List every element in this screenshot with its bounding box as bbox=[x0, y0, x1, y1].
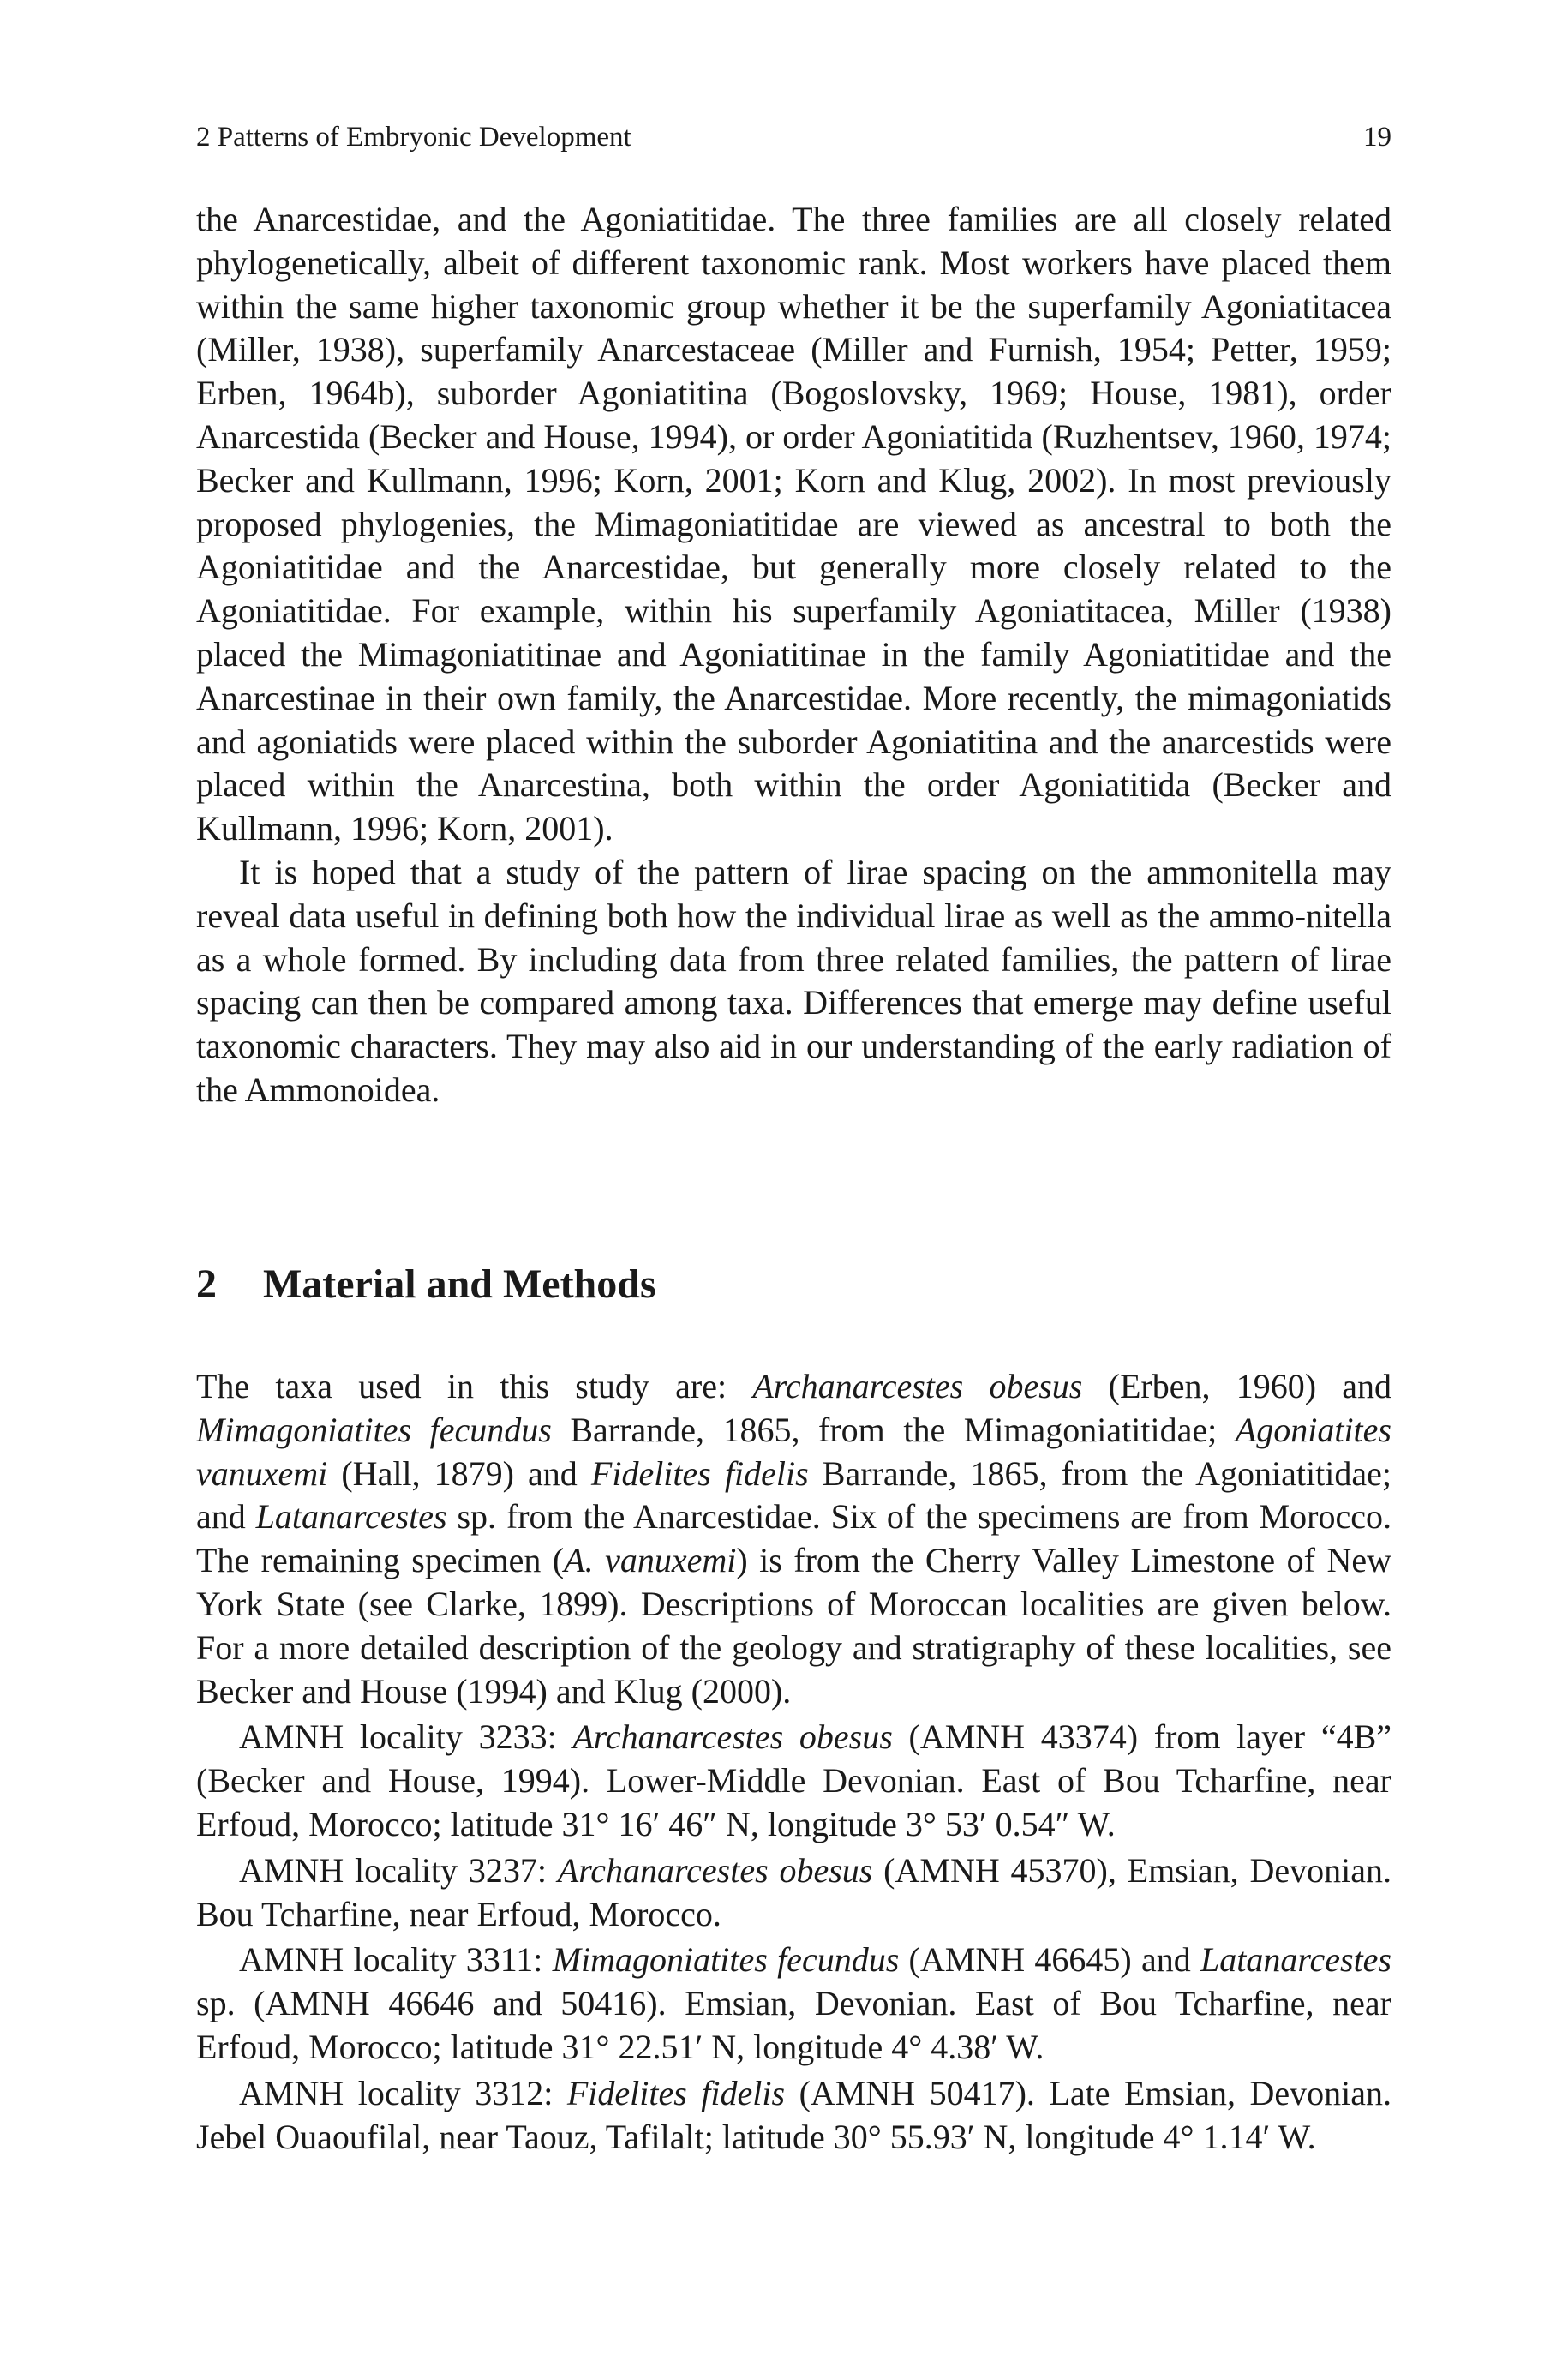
page-number: 19 bbox=[1363, 122, 1391, 153]
locality-3311-paragraph: AMNH locality 3311: Mimagoniatites fecundus (AMNH 46645) and Latanarcestes sp. (AMNH 46646 and 50416). Emsian, Devonian. East of Bou Tcharfine, near Erfoud, Morocco; latitude 31° 22.51′ N, longitude 4° 4.38′ W. bbox=[196, 1940, 1391, 2066]
running-head bbox=[196, 118, 1391, 156]
methods-text bbox=[196, 1365, 1391, 2159]
running-head-title: 2 Patterns of Embryonic Development bbox=[196, 122, 631, 153]
methods-paragraph-taxa: The taxa used in this study are: Archanarcestes obesus (Erben, 1960) and Mimagoniatites fecundus Barrande, 1865, from the Mimagoniatitidae; Agoniatites vanuxemi (Hall, 1879) and Fidelites fidelis Barrande, 1865, from the Agoniatitidae; and Latanarcestes sp. from the Anarcestidae. Six of the specimens are from Morocco. The remaining specimen (A. vanuxemi) is from the Cherry Valley Limestone of New York State (see Clarke, 1899). Descriptions of Moroccan localities are given below. For a more detailed description of the geology and stratigraphy of these localities, see Becker and House (1994) and Klug (2000). bbox=[196, 1367, 1392, 1711]
introduction-text bbox=[196, 198, 1391, 1112]
locality-3233-paragraph: AMNH locality 3233: Archanarcestes obesus (AMNH 43374) from layer “4B” (Becker and House, 1994). Lower-Middle Devonian. East of Bou Tcharfine, near Erfoud, Morocco; latitude 31° 16′ 46″ N, longitude 3° 53′ 0.54″ W. bbox=[196, 1717, 1391, 1843]
section-number: 2 bbox=[196, 1261, 217, 1307]
locality-3237-paragraph: AMNH locality 3237: Archanarcestes obesus (AMNH 45370), Emsian, Devonian. Bou Tcharfine, near Erfoud, Morocco. bbox=[196, 1850, 1392, 1933]
section-heading bbox=[196, 1257, 656, 1312]
locality-3312-paragraph: AMNH locality 3312: Fidelites fidelis (AMNH 50417). Late Emsian, Devonian. Jebel Ouaoufilal, near Taouz, Tafilalt; latitude 30° 55.93′ N, longitude 4° 1.14′ W. bbox=[196, 2073, 1391, 2156]
section-title: Material and Methods bbox=[263, 1261, 656, 1307]
intro-paragraph-2: It is hoped that a study of the pattern of lirae spacing on the ammonitella may reveal data useful in defining both how the individual lirae as well as the ammo-nitella as a whole formed. By including data from three related families, the pattern of lirae spacing can then be compared among taxa. Differences that emerge may define useful taxonomic characters. They may also aid in our understanding of the early radiation of the Ammonoidea. bbox=[196, 852, 1391, 1109]
intro-paragraph-1: the Anarcestidae, and the Agoniatitidae. The three families are all closely related phylogenetically, albeit of different taxonomic rank. Most workers have placed them within the same higher taxonomic group whether it be the superfamily Agoniatitacea (Miller, 1938), superfamily Anarcestaceae (Miller and Furnish, 1954; Petter, 1959; Erben, 1964b), suborder Agoniatitina (Bogoslovsky, 1969; House, 1981), order Anarcestida (Becker and House, 1994), or order Agoniatitida (Ruzhentsev, 1960, 1974; Becker and Kullmann, 1996; Korn, 2001; Korn and Klug, 2002). In most previously proposed phylogenies, the Mimagoniatitidae are viewed as ancestral to both the Agoniatitidae and the Anarcestidae, but generally more closely related to the Agoniatitidae. For example, within his superfamily Agoniatitacea, Miller (1938) placed the Mimagoniatitinae and Agoniatitinae in the family Agoniatitidae and the Anarcestinae in their own family, the Anarcestidae. More recently, the mimagoniatids and agoniatids were placed within the suborder Agoniatitina and the anarcestids were placed within the Anarcestina, both within the order Agoniatitida (Becker and Kullmann, 1996; Korn, 2001). bbox=[196, 200, 1391, 848]
